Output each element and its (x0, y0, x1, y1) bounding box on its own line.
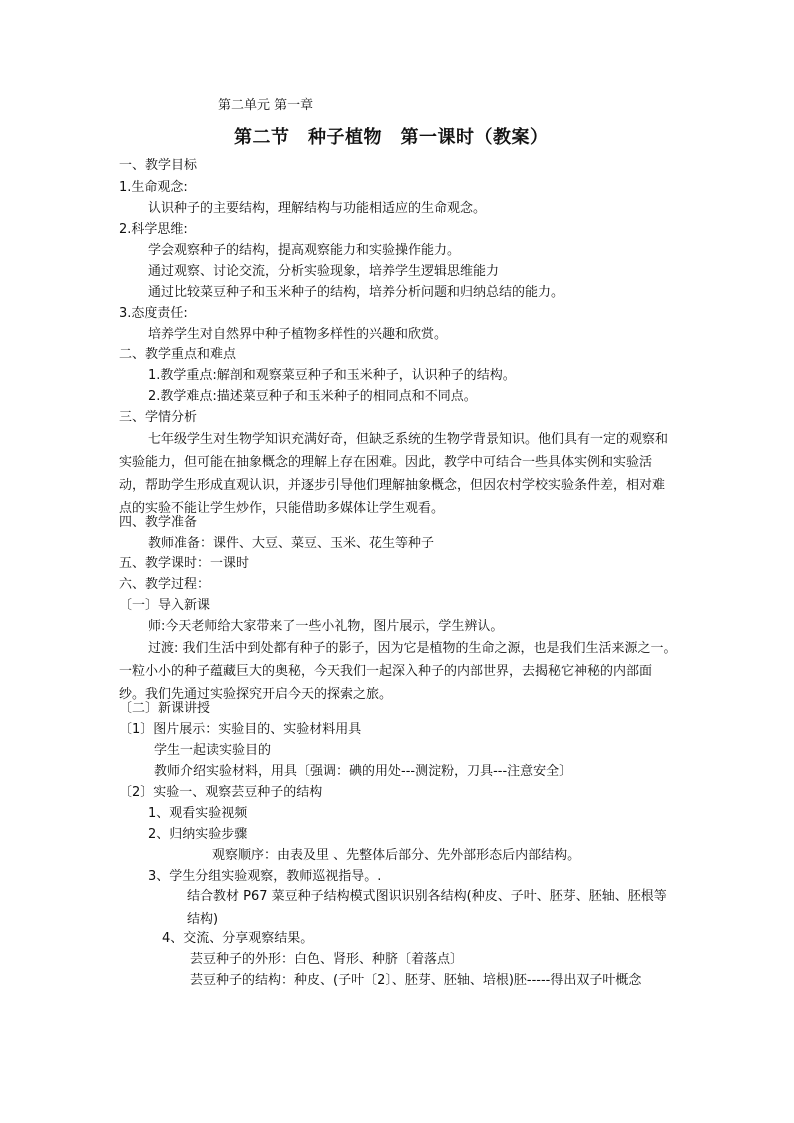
subsection-heading-life-concept: 1.生命观念: (119, 180, 188, 195)
section-heading-learner-analysis: 三、学情分析 (119, 410, 198, 425)
section-heading-preparation: 四、教学准备 (119, 515, 198, 530)
learner-analysis-paragraph: 七年级学生对生物学知识充满好奇，但缺乏系统的生物学背景知识。他们具有一定的观察和实验能力，但可能在抽象概念的理解上存在困难。因此，教学中可结合一些具体实例和实验活动，帮助学生形成直观认识，并逐步引导他们理解抽象概念，但因农村学校实验条件差，相对难点的实验不能让学生炒作，只能借助多媒体让学生观看。 (119, 432, 669, 516)
preparation-text: 教师准备：课件、大豆、菜豆、玉米、花生等种子 (148, 536, 435, 551)
step-text: 学生一起读实验目的 (154, 743, 272, 758)
structure-identification-paragraph: 结合教材 P67 菜豆种子结构模式图识识别各结构(种皮、子叶、胚芽、胚轴、胚根等结构) (187, 889, 667, 927)
difficulty-text: 2.教学难点:描述菜豆种子和玉米种子的相同点和不同点。 (148, 389, 477, 404)
objective-text: 学会观察种子的结构，提高观察能力和实验操作能力。 (148, 243, 461, 258)
result-structure-paragraph: 芸豆种子的结构：种皮、(子叶〔2〕、胚芽、胚轴、培根)胚-----得出双子叶概念 (190, 973, 642, 988)
step-heading-images: 〔1〕图片展示：实验目的、实验材料用具 (119, 722, 362, 737)
transition-paragraph: 过渡: 我们生活中到处都有种子的影子，因为它是植物的生命之源，也是我们生活来源之一。一粒小小的种子蕴藏巨大的奥秘，今天我们一起深入种子的内部世界，去揭秘它神秘的内部面纱。我们先通过实验探究开启今天的探索之旅。 (119, 641, 677, 702)
step-text: 教师介绍实验材料，用具〔强调：碘的用处---测淀粉，刀具---注意安全〕 (154, 764, 573, 779)
unit-chapter-label: 第二单元 第一章 (218, 98, 314, 113)
section-heading-process: 六、教学过程： (119, 577, 211, 592)
section-heading-objectives: 一、教学目标 (119, 158, 198, 173)
intro-text: 师:今天老师给大家带来了一些小礼物，图片展示，学生辨认。 (148, 619, 504, 634)
objective-text: 培养学生对自然界中种子植物多样性的兴趣和欣赏。 (148, 327, 448, 342)
observation-order-text: 观察顺序：由表及里 、先整体后部分、先外部形态后内部结构。 (212, 848, 581, 863)
experiment-step: 1、观看实验视频 (148, 806, 248, 821)
experiment-step: 4、交流、分享观察结果。 (162, 931, 314, 946)
subsection-heading-intro: 〔一〕导入新课 (119, 598, 211, 613)
section-heading-key-points: 二、教学重点和难点 (119, 347, 237, 362)
experiment-step: 3、学生分组实验观察，教师巡视指导。. (148, 869, 382, 884)
objective-text: 认识种子的主要结构，理解结构与功能相适应的生命观念。 (148, 201, 487, 216)
subsection-heading-attitude: 3.态度责任: (119, 306, 188, 321)
objective-text: 通过比较菜豆种子和玉米种子的结构，培养分析问题和归纳总结的能力。 (148, 285, 565, 300)
objective-text: 通过观察、讨论交流，分析实验现象，培养学生逻辑思维能力 (148, 264, 500, 279)
result-text: 芸豆种子的外形：白色、肾形、种脐〔着落点〕 (190, 952, 464, 967)
key-point-text: 1.教学重点:解剖和观察菜豆种子和玉米种子，认识种子的结构。 (148, 368, 516, 383)
experiment-step: 2、归纳实验步骤 (148, 827, 248, 842)
subsection-heading-new-lesson: 〔二〕新课讲授 (119, 701, 211, 716)
subsection-heading-scientific-thinking: 2.科学思维: (119, 222, 188, 237)
step-heading-experiment: 〔2〕实验一、观察芸豆种子的结构 (119, 785, 323, 800)
section-heading-lesson-hours: 五、教学课时：一课时 (119, 556, 250, 571)
page-title: 第二节 种子植物 第一课时（教案） (234, 127, 549, 148)
